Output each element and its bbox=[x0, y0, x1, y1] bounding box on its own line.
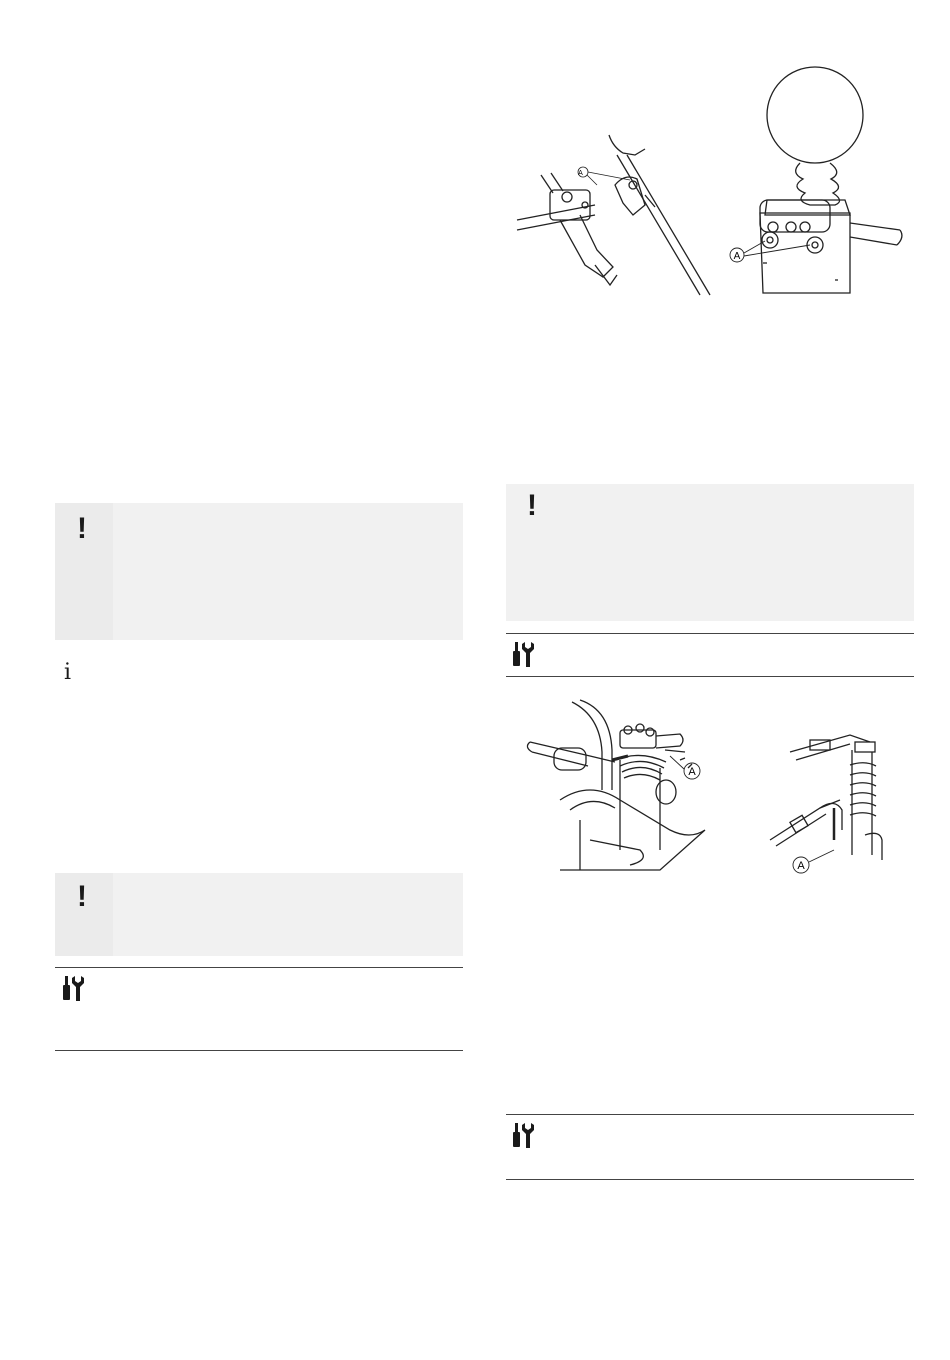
figure-callout-a: A bbox=[733, 251, 741, 262]
tools-icon bbox=[61, 975, 87, 1003]
tools-section-2 bbox=[506, 633, 914, 677]
info-icon: i bbox=[64, 660, 72, 685]
figure-callout-a-right: A bbox=[797, 860, 805, 872]
exclamation-icon-3: ! bbox=[527, 489, 537, 522]
warning-notice-3 bbox=[506, 484, 914, 621]
warning-notice-2 bbox=[55, 873, 463, 956]
warning-notice bbox=[55, 503, 463, 640]
figure-callout-a-small: A bbox=[578, 170, 583, 177]
tools-icon-2 bbox=[511, 641, 537, 669]
tools-section bbox=[55, 967, 463, 1051]
exclamation-icon: ! bbox=[77, 512, 87, 545]
exclamation-icon-2: ! bbox=[77, 880, 87, 913]
figure-joystick-mount bbox=[505, 55, 915, 315]
tools-icon-3 bbox=[511, 1122, 537, 1150]
figure-cable-routing bbox=[520, 690, 910, 880]
figure-callout-a-left: A bbox=[688, 766, 696, 778]
tools-section-3 bbox=[506, 1114, 914, 1180]
